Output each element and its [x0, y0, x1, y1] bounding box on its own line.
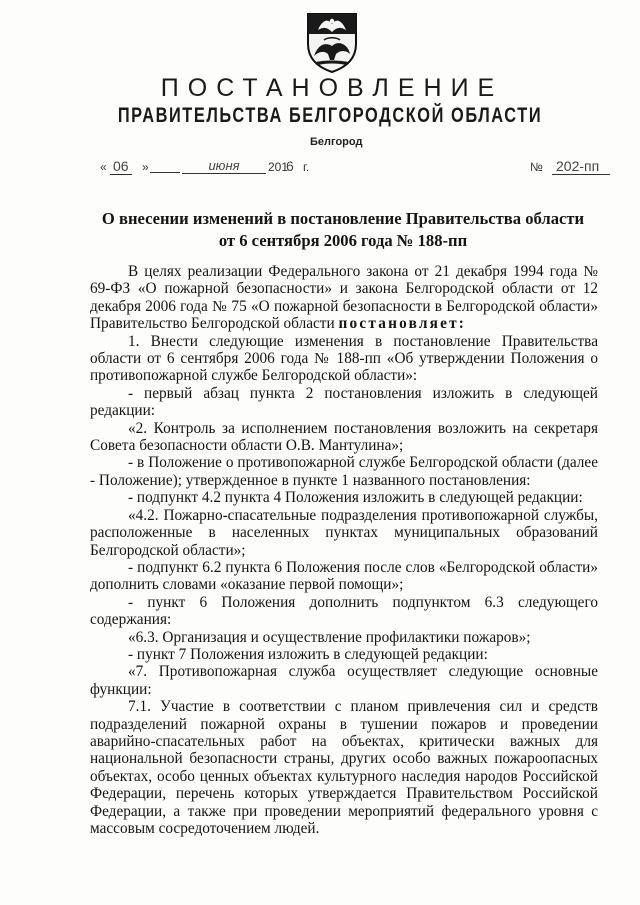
- body-paragraph: 7.1. Участие в соответствии с планом привлечения сил и средств подразделений пожарной охраны в тушении пожаров и проведении аварийно-спасательных работ на объектах, критически важных для национальной безопасности страны, других особо важных пожароопасных объектах, особо ценных объектах культурного наследия народов Российской Федерации, перечень которых утверждается Правительством Российской Федерации, а также при проведении мероприятий федерального уровня с массовым сосредоточением людей.: [90, 698, 598, 837]
- body-paragraph: «4.2. Пожарно-спасательные подразделения противопожарной службы, расположенные в населенных пунктах муниципальных образований Белгородской области»;: [90, 506, 598, 559]
- date-month: июня: [182, 158, 266, 174]
- coat-of-arms-icon: [304, 10, 360, 74]
- body-paragraph: - пункт 6 Положения дополнить подпунктом 6.3 следующего содержания:: [90, 593, 598, 629]
- document-title-line-1: О внесении изменений в постановление Правительства области: [101, 209, 585, 228]
- body-paragraph: «7. Противопожарная служба осуществляет следующие основные функции:: [90, 663, 598, 698]
- document-body: [90, 263, 598, 837]
- resolves-word: постановляет:: [338, 315, 467, 333]
- preamble-text: В целях реализации Федерального закона от 21 декабря 1994 года № 69-ФЗ «О пожарной безопасности» и закона Белгородской области от 12 декабря 2006 года № 75 «О пожарной безопасности в Белгородской области» Правительство Белгородской области: [90, 263, 598, 333]
- document-title: [100, 208, 586, 252]
- date-number-line: [100, 158, 620, 180]
- body-paragraph: «2. Контроль за исполнением постановления возложить на секретаря Совета безопасности области О.В. Мантулина»;: [90, 419, 598, 455]
- city-label: Белгород: [310, 136, 363, 148]
- body-paragraph: «6.3. Организация и осуществление профилактики пожаров»;: [128, 628, 531, 646]
- date-close-quote: »: [142, 160, 149, 174]
- document-type-heading: ПОСТАНОВЛЕНИЕ: [160, 74, 504, 102]
- document-title-line-2: от 6 сентября 2006 года № 188-пп: [218, 231, 468, 250]
- date-year-suffix: 6: [286, 158, 294, 174]
- preamble-paragraph: [90, 263, 598, 333]
- document-number: 202-пп: [552, 158, 610, 175]
- date-year-prefix: 201: [268, 160, 289, 174]
- body-paragraph: - пункт 7 Положения изложить в следующей редакции:: [128, 645, 488, 663]
- document-number-label: №: [530, 160, 543, 174]
- body-paragraph: 1. Внести следующие изменения в постановление Правительства области от 6 сентября 2006 года № 188-пп «Об утверждении Положения о противопожарной службе Белгородской области»:: [90, 332, 598, 385]
- body-paragraph: - первый абзац пункта 2 постановления изложить в следующей редакции:: [90, 384, 598, 420]
- issuing-authority-heading: ПРАВИТЕЛЬСТВА БЕЛГОРОДСКОЙ ОБЛАСТИ: [117, 104, 543, 127]
- date-day: 06: [110, 158, 132, 175]
- date-underline: [150, 172, 180, 173]
- body-paragraph: - в Положение о противопожарной службе Белгородской области (далее - Положение); утвержденное в пункте 1 названного постановления:: [90, 454, 598, 489]
- date-open-quote: «: [100, 160, 107, 174]
- date-year-abbr: г.: [303, 160, 310, 174]
- body-paragraph: - подпункт 4.2 пункта 4 Положения изложить в следующей редакции:: [128, 489, 583, 507]
- body-paragraph: - подпункт 6.2 пункта 6 Положения после слов «Белгородской области» дополнить словами «оказание первой помощи»;: [90, 558, 598, 594]
